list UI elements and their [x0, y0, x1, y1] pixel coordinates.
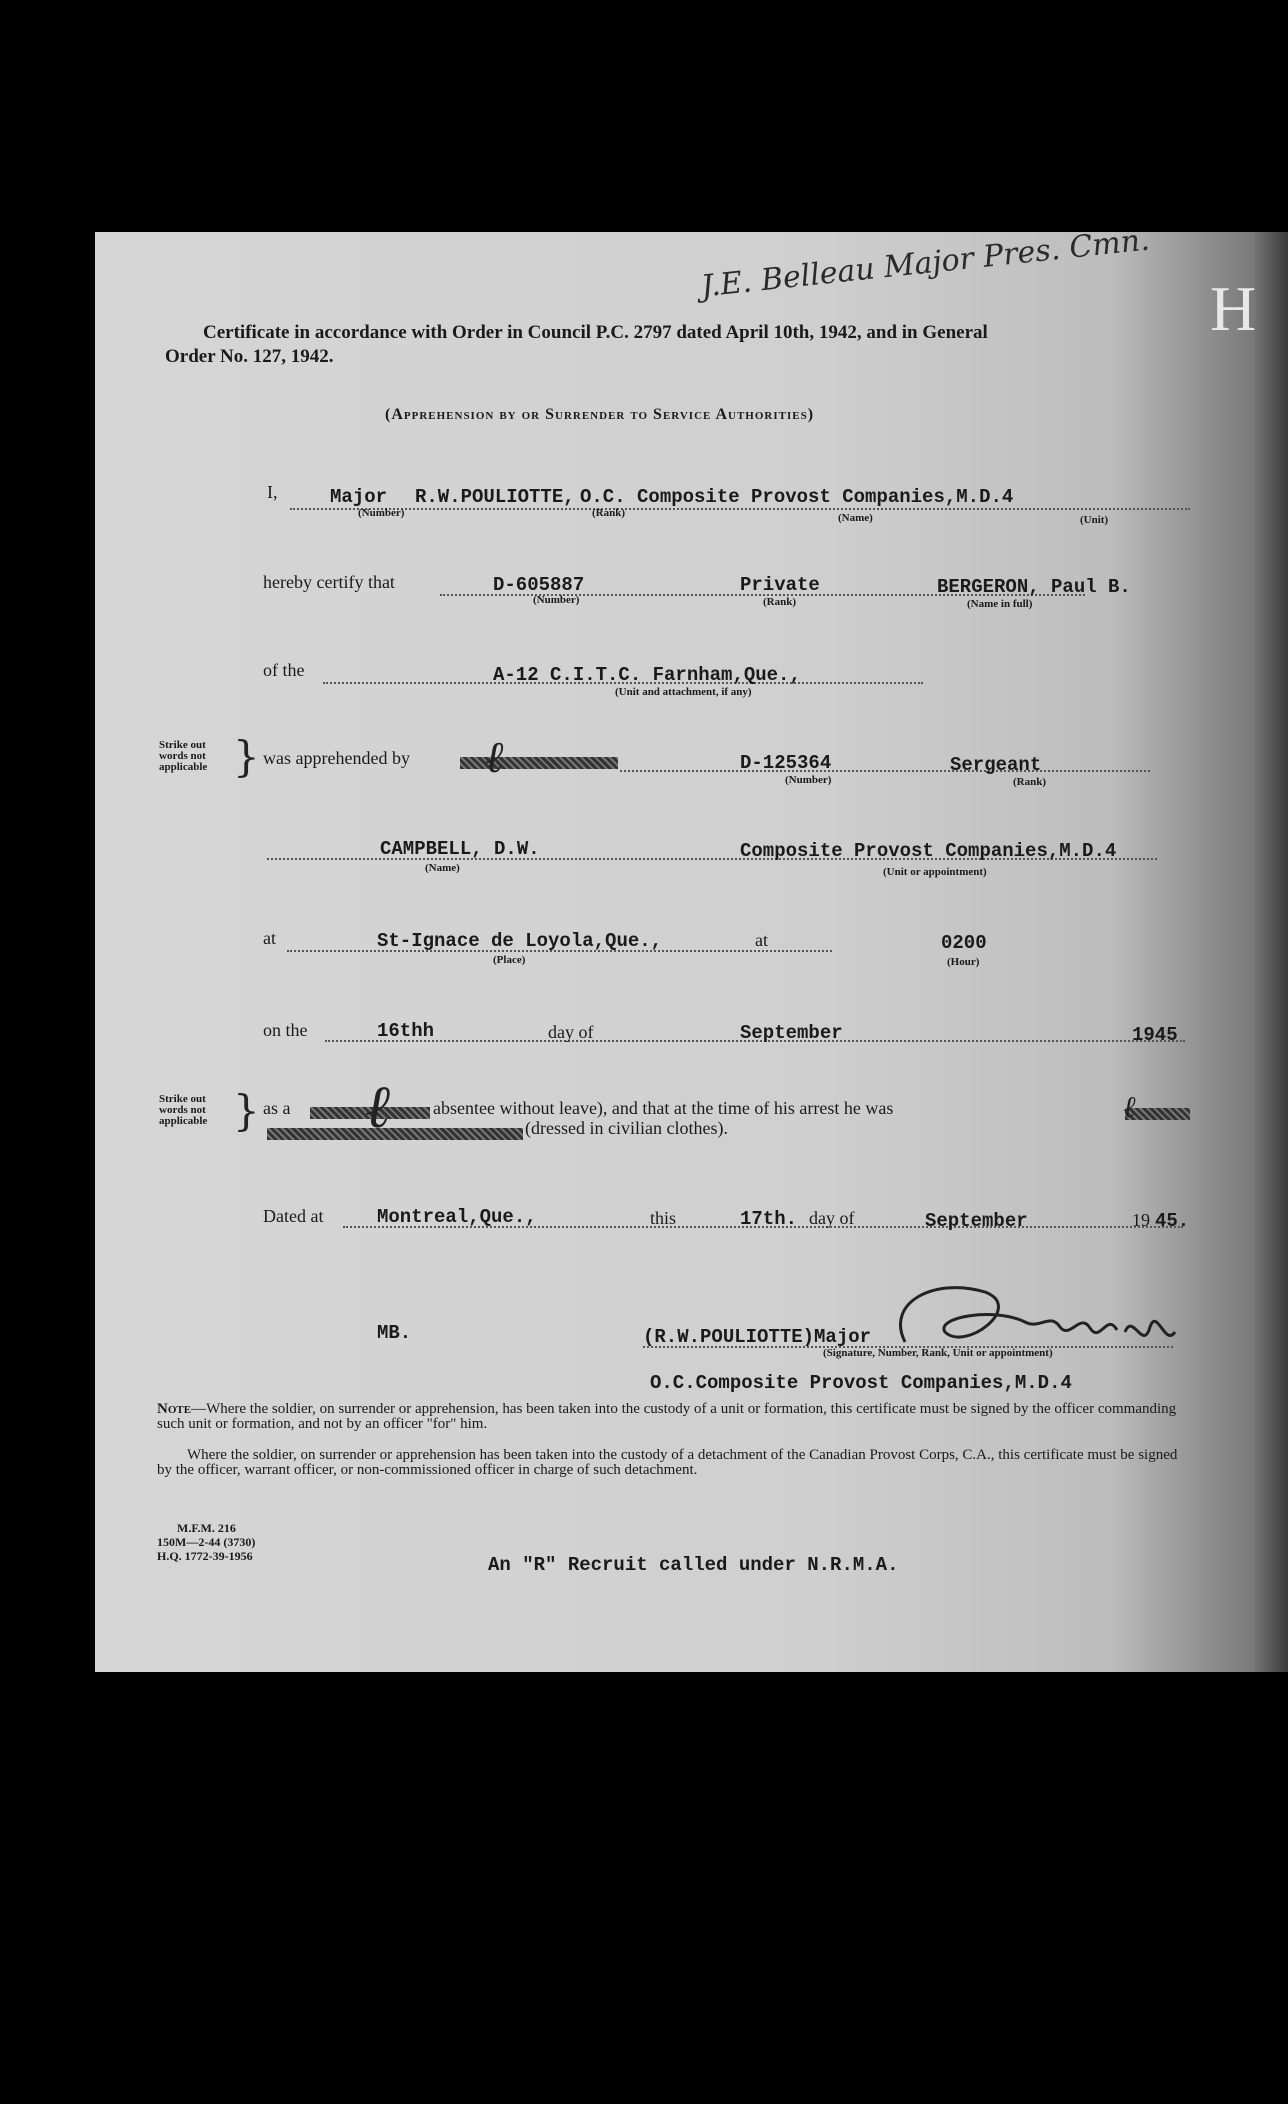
form-code: H.Q. 1772-39-1956	[157, 1549, 253, 1563]
caption-name: (Name)	[838, 512, 873, 524]
this-label: this	[650, 1208, 677, 1228]
signature-unit: O.C.Composite Provost Companies,M.D.4	[650, 1372, 1072, 1394]
certificate-page	[95, 222, 1288, 1672]
recruit-footer: An "R" Recruit called under N.R.M.A.	[488, 1554, 899, 1576]
redaction-mark	[267, 1125, 523, 1143]
officer-unit: O.C. Composite Provost Companies,M.D.4	[580, 486, 1014, 508]
certificate-subtitle: (Apprehension by or Surrender to Service Authorities)	[385, 406, 815, 423]
caption-rank: (Rank)	[592, 507, 626, 519]
arrest-place: St-Ignace de Loyola,Que.,	[377, 930, 663, 952]
dated-year-suffix: 45.	[1155, 1210, 1190, 1232]
redaction-mark	[460, 754, 618, 772]
edge-letter: H	[1210, 273, 1257, 344]
brace-icon: }	[233, 1086, 260, 1135]
caption-name: (Name)	[425, 862, 460, 874]
apprehender-name: CAMPBELL, D.W.	[380, 838, 540, 860]
signature-typed: (R.W.POULIOTTE)Major	[643, 1326, 872, 1348]
dated-month: September	[925, 1210, 1028, 1232]
soldier-unit: A-12 C.I.T.C. Farnham,Que.,	[493, 664, 801, 686]
certificate-header-line1: Certificate in accordance with Order in Council P.C. 2797 dated April 10th, 1942, and in General	[203, 322, 988, 343]
dated-day: 17th.	[740, 1208, 798, 1230]
absentee-line1b: absentee without leave), and that at the time of his arrest he was	[433, 1098, 894, 1118]
officer-rank: Major	[330, 486, 388, 508]
dated-place: Montreal,Que.,	[377, 1206, 537, 1228]
apprehended-label: was apprehended by	[263, 748, 410, 768]
note-paragraph-2: Where the soldier, on surrender or apprehension has been taken into the custody of a detachment of the Canadian Provost Corps, C.A., this certificate must be signed by the officer, warrant officer, or non-commissioned officer in charge of such detachment.	[157, 1447, 1178, 1478]
handwritten-annotation: J.E. Belleau Major Pres. Cmn.	[699, 222, 1152, 305]
caption-rank: (Rank)	[1013, 776, 1047, 788]
row1-prefix: I,	[267, 482, 278, 502]
caption-hour: (Hour)	[947, 956, 980, 968]
strike-scribble-icon: ℓ	[485, 732, 504, 783]
absentee-line1a: as a	[263, 1098, 291, 1118]
officer-name: R.W.POULIOTTE,	[415, 486, 575, 508]
caption-place: (Place)	[493, 954, 526, 966]
caption-unit: (Unit)	[1080, 514, 1109, 526]
dated-at-label: Dated at	[263, 1206, 324, 1226]
certificate-header-line2: Order No. 127, 1942.	[165, 346, 334, 367]
caption-number: (Number)	[785, 774, 832, 786]
initials: MB.	[377, 1322, 412, 1344]
form-code: M.F.M. 216	[177, 1521, 236, 1535]
note-label: Note	[157, 1401, 192, 1417]
strike-out-note: Strike out words not applicable	[159, 1093, 208, 1127]
caption-name-full: (Name in full)	[967, 598, 1033, 610]
soldier-name: BERGERON, Paul B.	[937, 576, 1131, 598]
caption-unit-attachment: (Unit and attachment, if any)	[615, 686, 752, 698]
arrest-year: 1945	[1132, 1024, 1178, 1046]
apprehender-number: D-125364	[740, 752, 832, 774]
signature-caption: (Signature, Number, Rank, Unit or appointment)	[823, 1347, 1053, 1359]
soldier-number: D-605887	[493, 574, 585, 596]
arrest-hour: 0200	[941, 932, 987, 954]
on-the-label: on the	[263, 1020, 308, 1040]
of-the-label: of the	[263, 660, 305, 680]
caption-number: (Number)	[533, 594, 580, 606]
arrest-day: 16thh	[377, 1020, 435, 1042]
note-paragraph-1	[157, 1402, 1187, 1432]
caption-number: (Number)	[358, 507, 405, 519]
certify-label: hereby certify that	[263, 572, 395, 592]
form-code: 150M—2-44 (3730)	[157, 1535, 256, 1549]
strike-out-note: Strike out words not applicable	[159, 739, 208, 773]
absentee-line2: (dressed in civilian clothes).	[525, 1118, 728, 1138]
brace-icon: }	[233, 732, 260, 781]
apprehender-rank: Sergeant	[950, 754, 1042, 776]
strike-scribble-icon: ℓ	[365, 1072, 390, 1142]
day-of-label: day of	[809, 1208, 855, 1228]
apprehender-unit: Composite Provost Companies,M.D.4	[740, 840, 1117, 862]
note-text-1: —Where the soldier, on surrender or apprehension, has been taken into the custody of a unit or formation, this certificate must be signed by the officer commanding such unit or formation, and not by an officer "for" him.	[157, 1401, 1177, 1432]
strike-scribble-icon: ℓ	[1123, 1090, 1136, 1125]
arrest-month: September	[740, 1022, 843, 1044]
at-label-2: at	[755, 930, 768, 950]
day-of-label: day of	[548, 1022, 594, 1042]
dated-year-prefix: 19	[1132, 1210, 1150, 1230]
at-label: at	[263, 928, 276, 948]
caption-rank: (Rank)	[763, 596, 797, 608]
caption-unit-appointment: (Unit or appointment)	[883, 866, 987, 878]
soldier-rank: Private	[740, 574, 820, 596]
